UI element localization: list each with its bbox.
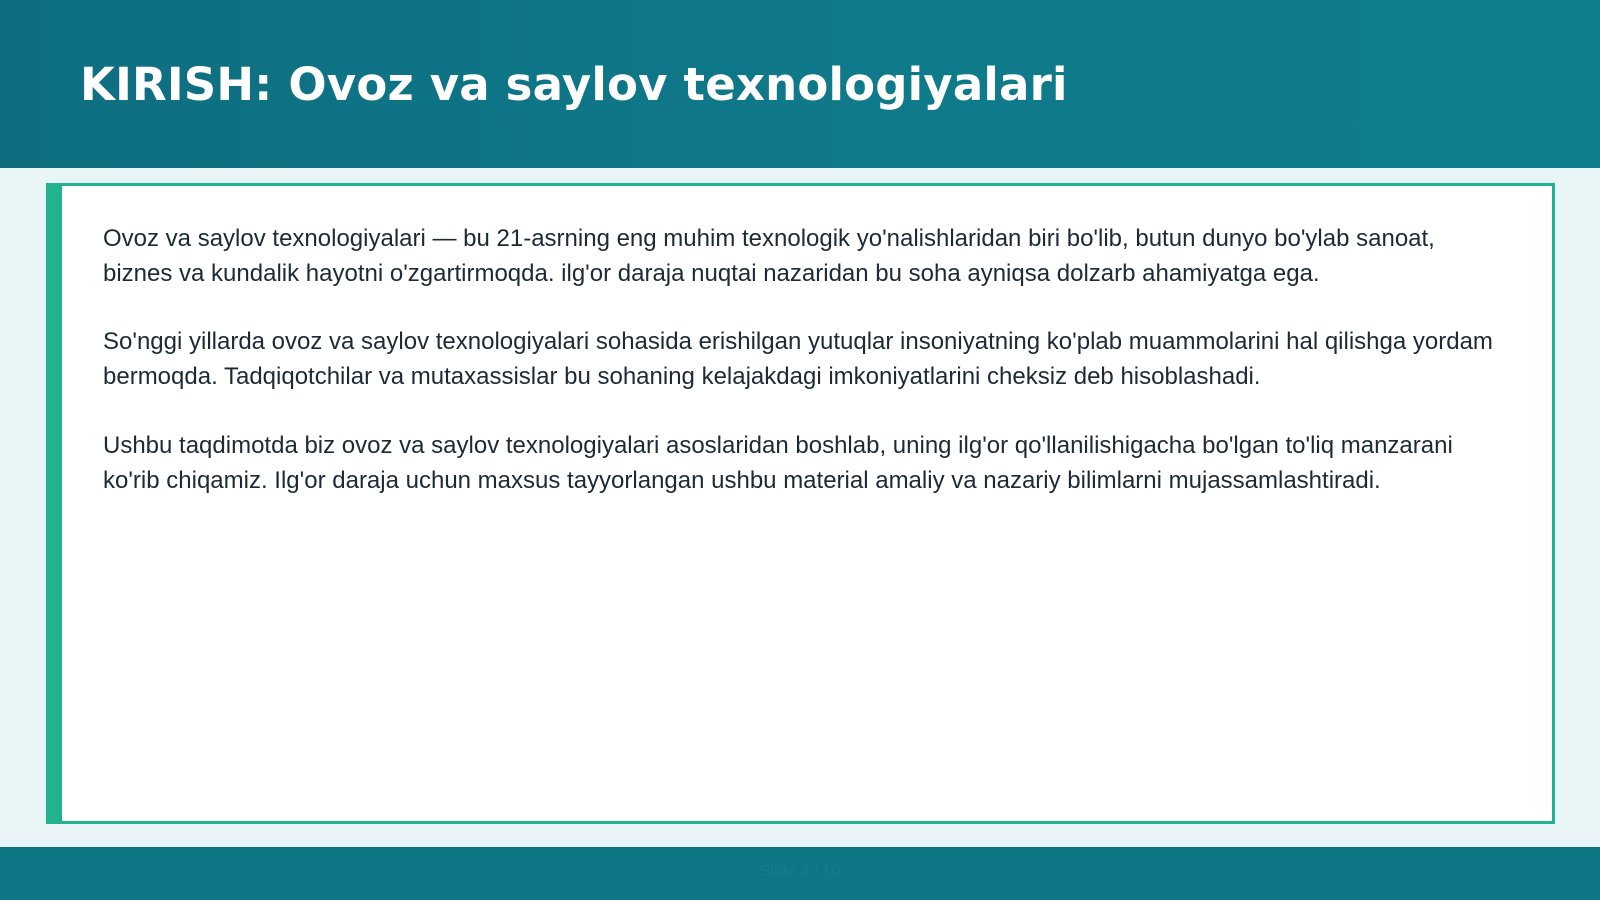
slide-header bbox=[0, 0, 1600, 168]
content-body bbox=[103, 222, 1493, 532]
paragraph-2: So'nggi yillarda ovoz va saylov texnologiyalari sohasida erishilgan yutuqlar insoniyatning ko'plab muammolarini hal qilishga yordam bermoqda. Tadqiqotchilar va mutaxassislar bu sohaning kelajakdagi imkoniyatlarini cheksiz deb hisoblashadi. bbox=[103, 328, 1493, 391]
slide-footer bbox=[0, 847, 1600, 900]
paragraph-1: Ovoz va saylov texnologiyalari — bu 21-asrning eng muhim texnologik yo'nalishlaridan biri bo'lib, butun dunyo bo'ylab sanoat, biznes va kundalik hayotni o'zgartirmoqda. ilg'or daraja nuqtai nazaridan bu soha ayniqsa dolzarb ahamiyatga ega. bbox=[103, 225, 1435, 287]
footer-slide-number: Slide 2 / 10 bbox=[759, 863, 841, 880]
paragraph-3: Ushbu taqdimotda biz ovoz va saylov texnologiyalari asoslaridan boshlab, uning ilg'or qo'llanilishigacha bo'lgan to'liq manzarani ko'rib chiqamiz. Ilg'or daraja uchun maxsus tayyorlangan ushbu material amaliy va nazariy bilimlarni mujassamlashtiradi. bbox=[103, 431, 1453, 494]
content-card bbox=[46, 183, 1555, 824]
slide-title: KIRISH: Ovoz va saylov texnologiyalari bbox=[80, 57, 1068, 111]
